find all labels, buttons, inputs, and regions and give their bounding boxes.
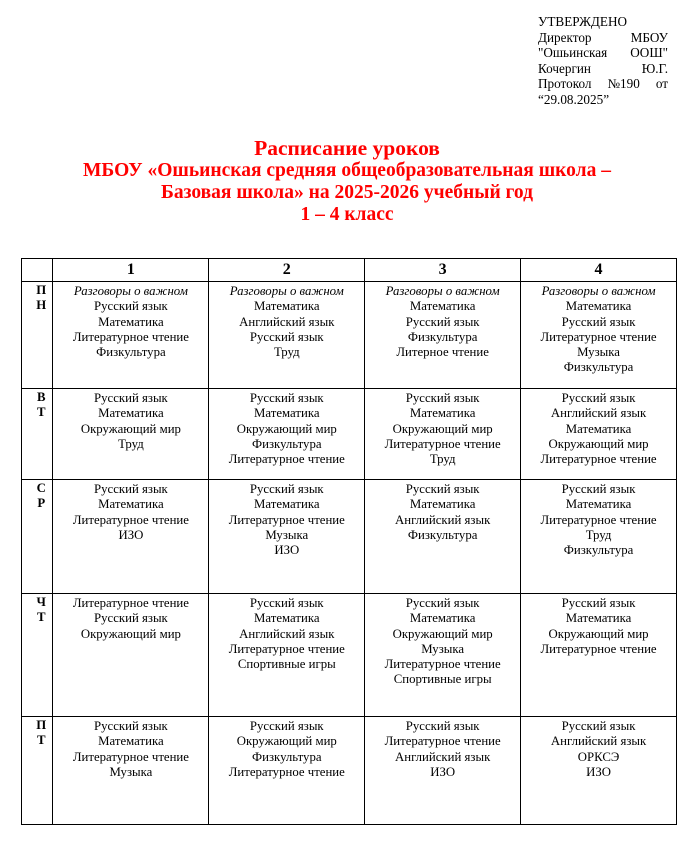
lesson-item: Труд <box>118 436 144 451</box>
lesson-item: Литературное чтение <box>228 764 345 779</box>
lesson-item: Математика <box>254 497 320 512</box>
lesson-item: Физкультура <box>407 329 478 344</box>
lesson-item: Английский язык <box>239 626 335 641</box>
lesson-item: Математика <box>409 497 476 512</box>
lesson-item: Музыка <box>421 641 465 656</box>
lesson-item: Литературное чтение <box>72 596 189 610</box>
approval-text: Директор <box>538 29 592 45</box>
approval-line-date: “29.08.2025” <box>538 91 610 107</box>
lesson-item: Литературное чтение <box>72 329 189 344</box>
lesson-item: Литературное чтение <box>72 749 189 764</box>
lesson-item: Литературное чтение <box>72 512 189 527</box>
day-letter: Т <box>36 610 46 625</box>
lesson-item: Английский язык <box>550 406 647 421</box>
lessons-cell-class-4 <box>521 480 677 594</box>
schedule-body <box>22 282 677 825</box>
day-label <box>22 594 53 717</box>
lesson-item: Математика <box>409 406 476 421</box>
lesson-item: Труд <box>585 527 612 542</box>
lesson-item: Литературное чтение <box>384 657 501 672</box>
day-letter: Т <box>36 405 46 420</box>
lesson-item: Математика <box>98 734 164 749</box>
table-row <box>22 480 677 594</box>
day-letter: П <box>36 283 47 297</box>
header-corner <box>22 259 53 282</box>
lesson-item: Литературное чтение <box>540 641 657 656</box>
lesson-item: Окружающий мир <box>236 421 337 436</box>
lesson-item: Русский язык <box>249 391 324 405</box>
lesson-item: Литературное чтение <box>384 436 501 451</box>
lesson-item: Русский язык <box>561 482 636 496</box>
lesson-item: Окружающий мир <box>548 436 649 451</box>
lessons-cell-class-3 <box>365 389 521 480</box>
lesson-item: Русский язык <box>94 611 168 626</box>
lesson-item: Разговоры о важном <box>229 284 344 298</box>
lesson-item: Литературное чтение <box>228 452 345 467</box>
lessons-cell-class-3 <box>365 480 521 594</box>
lessons-cell-class-3 <box>365 282 521 389</box>
lesson-item: Литерное чтение <box>396 345 489 360</box>
day-letter: Р <box>37 496 46 511</box>
lesson-item: Русский язык <box>405 391 480 405</box>
day-letter: Н <box>36 298 47 313</box>
lesson-item: Окружающий мир <box>548 626 649 641</box>
lesson-item: Окружающий мир <box>392 421 493 436</box>
lessons-cell-class-2 <box>209 594 365 717</box>
lesson-item: Русский язык <box>94 391 168 405</box>
lesson-item: Математика <box>254 611 320 626</box>
lesson-item: Разговоры о важном <box>385 284 500 298</box>
lesson-item: Литературное чтение <box>384 734 501 749</box>
lesson-item: Русский язык <box>94 299 168 314</box>
approval-line-director <box>538 30 668 46</box>
lesson-item: Физкультура <box>407 527 478 542</box>
lesson-item: Математика <box>98 497 164 512</box>
lessons-cell-class-4 <box>521 389 677 480</box>
title-line-3: Базовая школа» на 2025-2026 учебный год <box>161 182 533 203</box>
day-label <box>22 282 53 389</box>
lesson-item: Русский язык <box>561 596 636 610</box>
lesson-item: Русский язык <box>94 719 168 733</box>
day-letter: П <box>36 718 47 732</box>
lessons-cell-class-4 <box>521 282 677 389</box>
header-class-2: 2 <box>209 259 365 282</box>
header-class-1: 1 <box>53 259 209 282</box>
approval-text: №190 <box>607 76 640 91</box>
title-line-2: МБОУ «Ошьинская средняя общеобразовательная школа – <box>83 160 611 181</box>
approval-text: Кочергин <box>538 60 591 76</box>
table-row <box>22 717 677 825</box>
lesson-item: Окружающий мир <box>80 626 181 641</box>
lesson-item: ОРКСЭ <box>577 749 620 764</box>
lessons-cell-class-2 <box>209 282 365 389</box>
header-class-4: 4 <box>521 259 677 282</box>
table-row <box>22 389 677 480</box>
lesson-item: Русский язык <box>561 391 636 405</box>
table-row <box>22 594 677 717</box>
day-label <box>22 480 53 594</box>
lesson-item: ИЗО <box>586 764 611 779</box>
lesson-item: Окружающий мир <box>392 626 493 641</box>
lesson-item: Труд <box>273 345 300 360</box>
lesson-item: ИЗО <box>274 543 300 558</box>
lessons-cell-class-1 <box>53 389 209 480</box>
approval-text: Ю.Г. <box>641 60 668 76</box>
lesson-item: Труд <box>429 452 456 467</box>
lesson-item: Музыка <box>577 345 620 360</box>
lessons-cell-class-2 <box>209 717 365 825</box>
day-letter: В <box>36 390 46 404</box>
lesson-item: Литературное чтение <box>540 329 657 344</box>
lessons-cell-class-1 <box>53 480 209 594</box>
lesson-item: Литературное чтение <box>228 512 345 527</box>
lesson-item: Музыка <box>265 527 309 542</box>
lessons-cell-class-1 <box>53 282 209 389</box>
schedule-table <box>21 258 677 825</box>
lesson-item: Математика <box>254 406 320 421</box>
lesson-item: Окружающий мир <box>236 734 337 749</box>
lesson-item: Русский язык <box>405 314 480 329</box>
lesson-item: Математика <box>409 299 476 314</box>
lesson-item: Математика <box>565 611 632 626</box>
lesson-item: Русский язык <box>405 596 480 610</box>
lesson-item: Физкультура <box>252 436 322 451</box>
lesson-item: Русский язык <box>249 482 324 496</box>
approval-text: МБОУ <box>630 29 668 45</box>
lessons-cell-class-3 <box>365 717 521 825</box>
lesson-item: Литературное чтение <box>228 641 345 656</box>
approval-line-name <box>538 61 668 77</box>
lesson-item: ИЗО <box>118 527 144 542</box>
lesson-item: Русский язык <box>405 719 480 733</box>
lesson-item: Литературное чтение <box>540 452 657 467</box>
lesson-item: Математика <box>565 421 632 436</box>
lesson-item: Русский язык <box>405 482 480 496</box>
title-line-1: Расписание уроков <box>254 136 440 160</box>
lessons-cell-class-3 <box>365 594 521 717</box>
lesson-item: Физкультура <box>96 345 166 360</box>
lessons-cell-class-2 <box>209 480 365 594</box>
day-letter: Ч <box>36 595 46 609</box>
title-line-4: 1 – 4 класс <box>300 204 394 225</box>
lesson-item: Английский язык <box>394 512 491 527</box>
approval-stamp <box>538 14 668 107</box>
lesson-item: ИЗО <box>430 764 456 779</box>
lesson-item: Разговоры о важном <box>541 284 656 298</box>
lessons-cell-class-4 <box>521 717 677 825</box>
day-label <box>22 389 53 480</box>
approval-text: "Ошьинская <box>538 45 608 60</box>
lesson-item: Русский язык <box>249 596 324 610</box>
lesson-item: Окружающий мир <box>80 421 181 436</box>
lesson-item: Литературное чтение <box>540 512 657 527</box>
lessons-cell-class-1 <box>53 717 209 825</box>
lesson-item: Русский язык <box>561 314 636 329</box>
lesson-item: Английский язык <box>239 314 335 329</box>
lesson-item: Русский язык <box>249 719 324 733</box>
lesson-item: Физкультура <box>563 360 634 375</box>
lesson-item: Математика <box>254 299 320 314</box>
lesson-item: Математика <box>409 611 476 626</box>
table-row <box>22 282 677 389</box>
lesson-item: Математика <box>565 299 632 314</box>
lesson-item: Русский язык <box>561 719 636 733</box>
lesson-item: Математика <box>98 406 164 421</box>
lesson-item: Русский язык <box>94 482 168 496</box>
lesson-item: Физкультура <box>563 543 634 558</box>
approval-line-school <box>538 45 668 61</box>
lessons-cell-class-1 <box>53 594 209 717</box>
day-letter: Т <box>36 733 46 748</box>
lesson-item: Музыка <box>109 764 153 779</box>
header-class-3: 3 <box>365 259 521 282</box>
approval-text: Протокол <box>538 76 592 91</box>
day-label <box>22 717 53 825</box>
approval-text: от <box>655 76 668 91</box>
table-header-row <box>22 259 677 282</box>
lesson-item: Спортивные игры <box>237 657 336 672</box>
approval-line-approved: УТВЕРЖДЕНО <box>538 14 628 29</box>
approval-line-protocol <box>538 76 668 92</box>
lesson-item: Физкультура <box>252 749 322 764</box>
lesson-item: Спортивные игры <box>393 672 492 687</box>
lesson-item: Разговоры о важном <box>73 284 188 298</box>
lesson-item: Русский язык <box>249 329 324 344</box>
approval-text: ООШ" <box>630 45 668 60</box>
day-letter: С <box>36 481 46 495</box>
lesson-item: Английский язык <box>394 749 491 764</box>
document-title <box>0 136 694 226</box>
lessons-cell-class-4 <box>521 594 677 717</box>
lesson-item: Математика <box>565 497 632 512</box>
lesson-item: Английский язык <box>550 734 647 749</box>
lesson-item: Математика <box>98 314 164 329</box>
lessons-cell-class-2 <box>209 389 365 480</box>
